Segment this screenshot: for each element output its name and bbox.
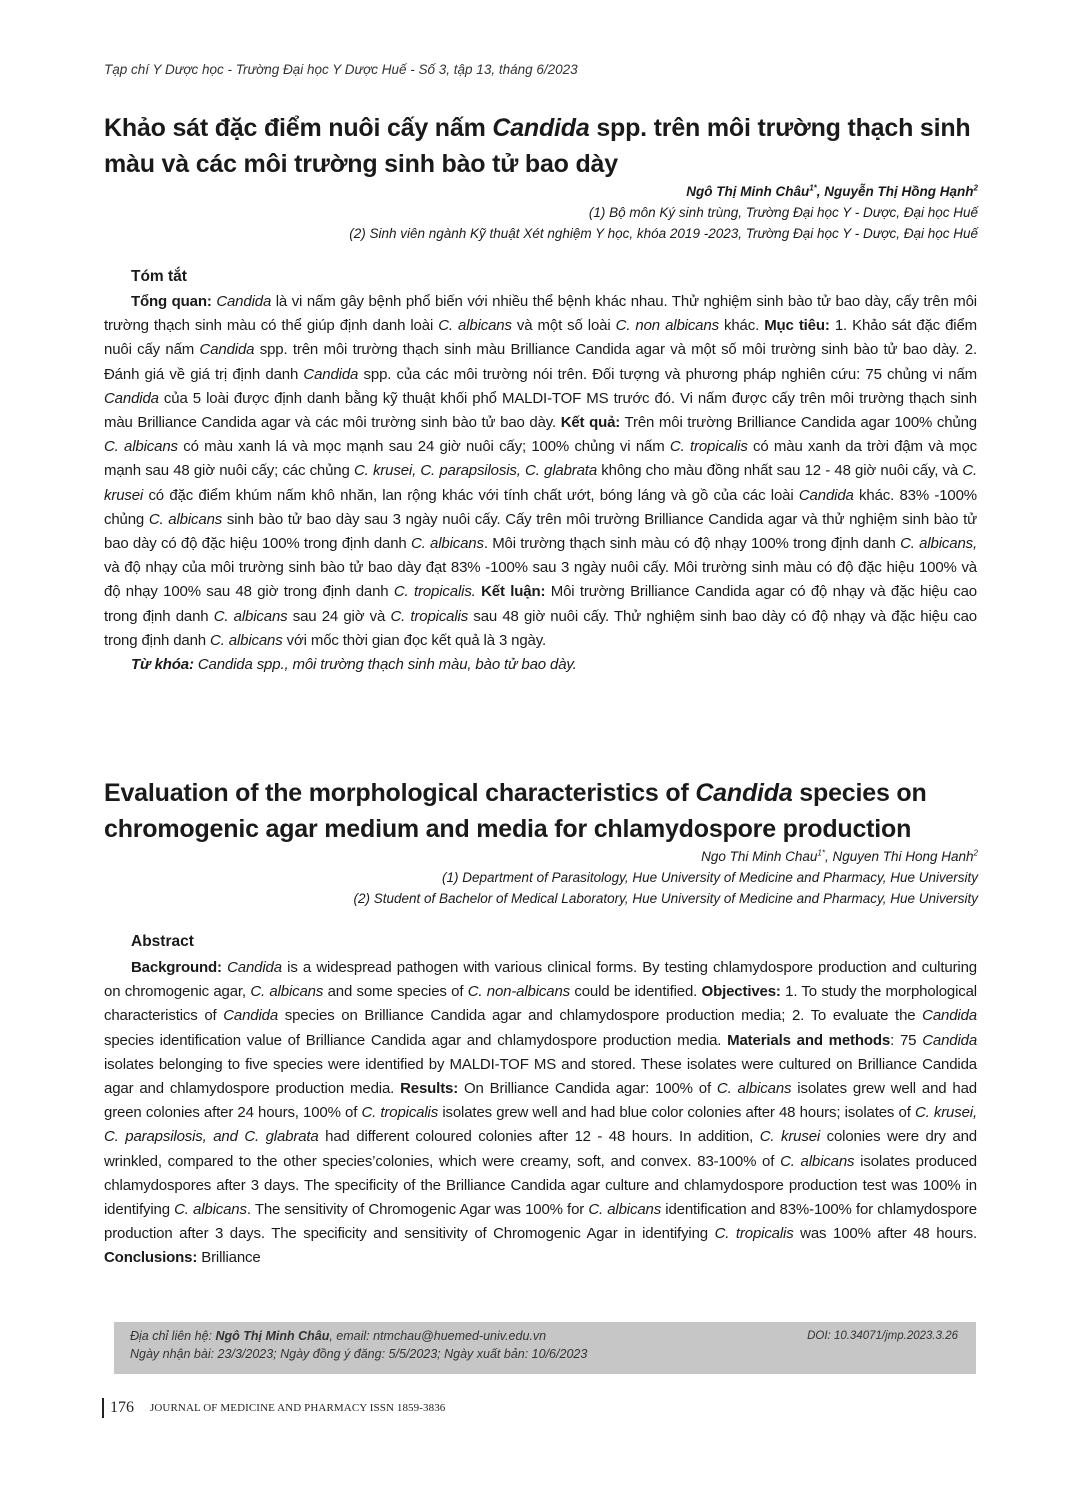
- text-run: C. tropicalis: [669, 438, 748, 456]
- abstract-vi-paragraph: Tổng quan: Candida là vi nấm gây bệnh phổ biến với nhiều thể bệnh khác nhau. Thử nghiệm sinh bào tử bao dày, cấy trên môi trường thạch sinh màu có thể giúp định danh loài C. albicans và một số loài C. non albicans khác. Mục tiêu: 1. Khảo sát đặc điểm nuôi cấy nấm Candida spp. trên môi trường thạch sinh màu Brilliance Candida agar và một số môi trường sinh bào tử bao dày. 2. Đánh giá về giá trị định danh Candida spp. của các môi trường nói trên. Đối tượng và phương pháp nghiên cứu: 75 chủng vi nấm Candida của 5 loài được định danh bằng kỹ thuật khối phổ MALDI-TOF MS trước đó. Vi nấm được cấy trên môi trường thạch sinh màu Brilliance Candida agar và các môi trường sinh bào tử bao dày. Kết quả: Trên môi trường Brilliance Candida agar 100% chủng C. albicans có màu xanh lá và mọc mạnh sau 24 giờ nuôi cấy; 100% chủng vi nấm C. tropicalis có màu xanh da trời đậm và mọc mạnh sau 48 giờ nuôi cấy; các chủng C. krusei, C. parapsilosis, C. glabrata không cho màu đồng nhất sau 12 - 48 giờ nuôi cấy, và C. krusei có đặc điểm khúm nấm khô nhăn, lan rộng khác với tính chất ướt, bóng láng và gồ của các loài Candida khác. 83% -100% chủng C. albicans sinh bào tử bao dày sau 3 ngày nuôi cấy. Cấy trên môi trường Brilliance Candida agar và thử nghiệm sinh bào tử bao dày có độ đặc hiệu 100% trong định danh C. albicans. Môi trường thạch sinh màu có độ nhạy 100% trong định danh C. albicans, và độ nhạy của môi trường sinh bào tử bao dày đạt 83% -100% sau 3 ngày nuôi cấy. Môi trường sinh màu có độ đặc hiệu 100% và độ nhạy 100% sau 48 giờ trong định danh C. tropicalis. Kết luận: Môi trường Brilliance Candida agar có độ nhạy và đặc hiệu cao trong định danh C. albicans sau 24 giờ và C. tropicalis sau 48 giờ nuôi cấy. Thử nghiệm sinh bao dày có độ nhạy và đặc hiệu cao trong định danh C. albicans với mốc thời gian đọc kết quả là 3 ngày.: [104, 293, 978, 649]
- text-run: Candida: [303, 365, 359, 383]
- authors-english: Ngo Thi Minh Chau$^{1*}$, Nguyen Thi Hong Hanh$^2$: [701, 848, 978, 864]
- page-footer: [102, 1398, 445, 1418]
- text-run: Ngô Thị Minh Châu: [215, 1329, 330, 1343]
- text-run: C. albicans: [210, 631, 283, 649]
- text-run: C. albicans,: [900, 535, 978, 553]
- running-head: Tạp chí Y Dược học - Trường Đại học Y Dược Huế - Số 3, tập 13, tháng 6/2023: [104, 62, 578, 77]
- text-run: Objectives:: [701, 983, 781, 1001]
- text-run: Candida: [492, 114, 590, 142]
- text-run: Tổng quan:: [131, 293, 212, 310]
- abstract-vietnamese: [104, 290, 977, 677]
- text-run: C. krusei, C. parapsilosis, and C. glabrata: [104, 1104, 977, 1146]
- text-run: C. albicans: [716, 1080, 792, 1098]
- text-run: C. krusei: [759, 1128, 821, 1146]
- text-run: Candida: [223, 1007, 279, 1025]
- publication-dates: Ngày nhận bài: 23/3/2023; Ngày đồng ý đăng: 5/5/2023; Ngày xuất bản: 10/6/2023: [130, 1347, 588, 1361]
- affiliation-vi-1: (1) Bộ môn Ký sinh trùng, Trường Đại học Y - Dược, Đại học Huế: [588, 205, 978, 220]
- text-run: Background:: [131, 959, 222, 976]
- affiliation-en-1: (1) Department of Parasitology, Hue University of Medicine and Pharmacy, Hue University: [442, 870, 978, 885]
- text-run: Candida: [227, 959, 282, 976]
- text-run: 1*: [817, 848, 825, 858]
- text-run: C. albicans: [588, 1201, 662, 1219]
- text-run: 2: [973, 848, 978, 858]
- text-run: C. krusei, C. parapsilosis, C. glabrata: [353, 462, 598, 480]
- text-run: C. tropicalis.: [393, 583, 476, 601]
- contact-info-box: [114, 1322, 976, 1374]
- text-run: Conclusions:: [104, 1249, 198, 1267]
- contact-address: Địa chỉ liên hệ: Ngô Thị Minh Châu, email: ntmchau@huemed-univ.edu.vn: [130, 1329, 547, 1343]
- text-run: Mục tiêu:: [764, 317, 830, 335]
- text-run: C. tropicalis: [390, 607, 469, 625]
- text-run: Candida: [922, 1007, 977, 1025]
- authors-vietnamese: Ngô Thị Minh Châu$^{1*}$, Nguyễn Thị Hồng Hạnh$^2$: [686, 183, 978, 199]
- text-run: Kết quả:: [560, 414, 621, 432]
- title-english: Evaluation of the morphological characteristics of Candida species on chromogenic agar medium and media for chlamydospore production: [104, 779, 927, 843]
- text-run: C. albicans: [250, 983, 324, 1001]
- doi-link[interactable]: DOI: 10.34071/jmp.2023.3.26: [807, 1330, 958, 1342]
- text-run: Từ khóa:: [131, 656, 194, 674]
- section-heading-abstract: Abstract: [131, 933, 194, 950]
- affiliation-en-2: (2) Student of Bachelor of Medical Laboratory, Hue University of Medicine and Pharmacy, Hue University: [353, 891, 978, 906]
- text-run: C. tropicalis: [361, 1104, 439, 1122]
- text-run: Candida: [922, 1031, 978, 1049]
- text-run: Materials and methods: [727, 1031, 891, 1049]
- keywords-vi: [104, 653, 977, 677]
- text-run: C. albicans: [438, 317, 512, 335]
- title-vietnamese: Khảo sát đặc điểm nuôi cấy nấm Candida spp. trên môi trường thạch sinh màu và các môi trường sinh bào tử bao dày: [104, 114, 971, 178]
- text-run: C. krusei: [104, 462, 977, 504]
- text-run: C. tropicalis: [714, 1225, 794, 1243]
- text-run: Candida: [798, 486, 854, 504]
- affiliation-vi-2: (2) Sinh viên ngành Kỹ thuật Xét nghiệm Y học, khóa 2019 -2023, Trường Đại học Y - Dược, Đại học Huế: [349, 226, 978, 241]
- text-run: C. albicans: [148, 510, 223, 528]
- text-run: Results:: [400, 1080, 459, 1098]
- text-run: Candida: [104, 389, 159, 407]
- text-run: C. non albicans: [615, 317, 719, 335]
- section-heading-tom-tat: Tóm tắt: [131, 268, 187, 285]
- text-run: C. albicans: [174, 1201, 247, 1219]
- text-run: 2: [973, 183, 978, 193]
- text-run: Candida: [199, 341, 255, 359]
- text-run: Kết luận:: [481, 583, 546, 601]
- text-run: C. albicans: [213, 607, 288, 625]
- text-run: Candida spp., môi trường thạch sinh màu, bào tử bao dày.: [193, 656, 577, 674]
- journal-name: JOURNAL OF MEDICINE AND PHARMACY ISSN 1859-3836: [150, 1402, 446, 1414]
- text-run: C. albicans: [780, 1152, 855, 1170]
- text-run: C. non-albicans: [467, 983, 571, 1001]
- page-number: 176: [110, 1399, 134, 1416]
- abstract-en-paragraph: Background: Candida is a widespread pathogen with various clinical forms. By testing chlamydospore production and culturing on chromogenic agar, C. albicans and some species of C. non-albicans could be identified. Objectives: 1. To study the morphological characteristics of Candida species on Brilliance Candida agar and chlamydospore production media; 2. To evaluate the Candida species identification value of Brilliance Candida agar and chlamydospore production media. Materials and methods: 75 Candida isolates belonging to five species were identified by MALDI-TOF MS and stored. These isolates were cultured on Brilliance Candida agar and chlamydospore production media. Results: On Brilliance Candida agar: 100% of C. albicans isolates grew well and had green colonies after 24 hours, 100% of C. tropicalis isolates grew well and had blue color colonies after 48 hours; isolates of C. krusei, C. parapsilosis, and C. glabrata had different coloured colonies after 12 - 48 hours. In addition, C. krusei colonies were dry and wrinkled, compared to the other species’colonies, which were creamy, soft, and convex. 83-100% of C. albicans isolates produced chlamydospores after 3 days. The specificity of the Brilliance Candida agar culture and chlamydospore production test was 100% in identifying C. albicans. The sensitivity of Chromogenic Agar was 100% for C. albicans identification and 83%-100% for chlamydospore production after 3 days. The specificity and sensitivity of Chromogenic Agar in identifying C. tropicalis was 100% after 48 hours. Conclusions: Brilliance: [104, 959, 978, 1267]
- text-run: C. albicans: [104, 438, 178, 456]
- abstract-english: [104, 956, 977, 1271]
- footer-divider: [102, 1398, 104, 1418]
- text-run: Candida: [695, 779, 793, 807]
- text-run: 1*: [809, 183, 817, 193]
- text-run: Candida: [216, 293, 272, 310]
- text-run: C. albicans: [410, 535, 484, 553]
